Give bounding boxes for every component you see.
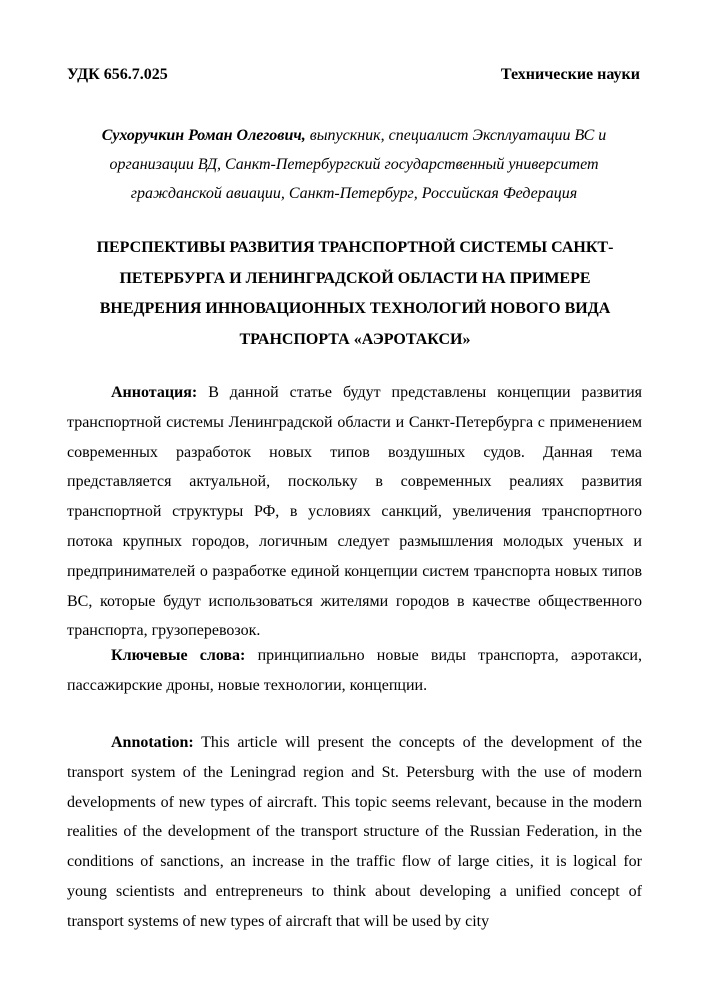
abstract-ru-text: В данной статье будут представлены концепции развития транспортной системы Ленинградской области и Санкт-Петербурга с применением современных разработок новых типов воздушных судов. Данная тема представляется актуальной, поскольку в современных реалиях развития транспортной структуры РФ, в условиях санкций, увеличения транспортного потока крупных городов, логичным следует размышления молодых ученых и предпринимателей о разработке единой концепции систем транспорта новых типов ВС, которые будут использоваться жителями городов в качестве общественного транспорта, грузоперевозок. (67, 384, 642, 640)
abstract-en-label: Annotation: (111, 734, 194, 751)
abstract-en-text: This article will present the concepts of the development of the transport system of the Leningrad region and St. Petersburg with the use of modern developments of new types of aircraft. This topic seems relevant, because in the modern realities of the development of the transport structure of the Russian Federation, in the conditions of sanctions, an increase in the traffic flow of large cities, it is logical for young scientists and entrepreneurs to think about developing a unified concept of transport systems of new types of aircraft that will be used by city (67, 734, 642, 930)
author-affiliation: выпускник, специалист Эксплуатации ВС и организации ВД, Санкт-Петербургский государственный университет гражданской авиации, Санкт-Петербург, Российская Федерация (109, 127, 607, 202)
section-label: Технические науки (500, 66, 640, 83)
abstract-en (67, 728, 642, 937)
abstract-ru-label: Аннотация: (111, 384, 198, 401)
keywords-ru-label: Ключевые слова: (111, 647, 246, 664)
author-name: Сухоручкин Роман Олегович, (101, 127, 306, 144)
keywords-ru-text: принципиально новые виды транспорта, аэротакси, пассажирские дроны, новые технологии, концепции. (67, 647, 642, 694)
author-block (84, 121, 624, 208)
keywords-ru (67, 641, 642, 701)
abstract-ru (67, 378, 642, 646)
page-header (67, 66, 640, 84)
paper-title: ПЕРСПЕКТИВЫ РАЗВИТИЯ ТРАНСПОРТНОЙ СИСТЕМЫ САНКТ-ПЕТЕРБУРГА И ЛЕНИНГРАДСКОЙ ОБЛАСТИ НА ПРИМЕРЕ ВНЕДРЕНИЯ ИННОВАЦИОННЫХ ТЕХНОЛОГИЙ НОВОГО ВИДА ТРАНСПОРТА «АЭРОТАКСИ» (96, 239, 614, 348)
udk-code: УДК 656.7.025 (67, 66, 168, 83)
